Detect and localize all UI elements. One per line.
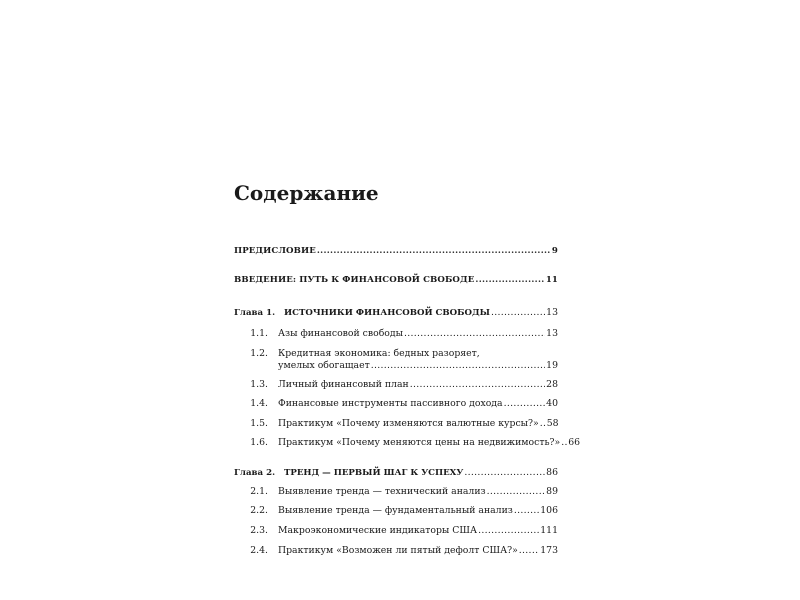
toc-item-2-3[interactable] [234, 525, 558, 537]
leader-dots [504, 398, 546, 410]
leader-dots [317, 245, 551, 257]
item-number: 1.3. [250, 379, 268, 390]
item-number: 2.1. [250, 486, 268, 497]
toc-page-number: 11 [545, 275, 558, 285]
item-label: Практикум «Почему изменяются валютные курсы?» [278, 418, 539, 429]
leader-dots [491, 307, 545, 319]
item-number: 1.1. [250, 328, 268, 339]
item-number: 1.4. [250, 398, 268, 409]
toc-page-number: 111 [540, 525, 558, 536]
toc-page-number: 13 [546, 328, 558, 339]
toc-page-number: 40 [546, 398, 558, 409]
item-number: 2.3. [250, 525, 268, 536]
toc-item-2-1[interactable] [234, 486, 558, 498]
toc-page-number: 19 [546, 360, 558, 371]
item-label: Личный финансовый план [278, 379, 409, 390]
item-label: Азы финансовой свободы [278, 328, 404, 339]
toc-page-number: 106 [540, 505, 558, 516]
toc-item-2-4[interactable] [234, 545, 558, 557]
toc-item-1-3[interactable] [234, 379, 558, 391]
item-label-line1: Кредитная экономика: бедных разоряет, [278, 348, 480, 359]
chapter-number: Глава 2. [234, 468, 276, 478]
leader-dots [561, 437, 567, 449]
item-number: 2.2. [250, 505, 268, 516]
leader-dots [475, 274, 544, 286]
leader-dots [410, 379, 545, 391]
item-number: 1.5. [250, 418, 268, 429]
toc-page-number: 173 [540, 545, 558, 556]
toc-item-1-4[interactable] [234, 398, 558, 410]
item-number: 1.6. [250, 437, 268, 448]
item-number: 1.2. [250, 348, 268, 359]
item-label: Практикум «Возможен ли пятый дефолт США?» [278, 545, 518, 556]
toc-page-number: 86 [546, 467, 558, 478]
toc-page-number: 89 [546, 486, 558, 497]
toc-item-2-2[interactable] [234, 505, 558, 517]
toc-page-number: 13 [546, 307, 558, 318]
item-label-line2-row [278, 360, 558, 372]
toc-item-1-6[interactable] [234, 437, 581, 449]
chapter-number: Глава 1. [234, 308, 276, 318]
leader-dots [371, 360, 545, 372]
toc-entry-label: ПРЕДИСЛОВИЕ [234, 246, 316, 256]
toc-page-number: 58 [546, 418, 559, 429]
toc-page-number: 28 [546, 379, 558, 390]
chapter-title: ТРЕНД — ПЕРВЫЙ ШАГ К УСПЕХУ [284, 468, 464, 478]
leader-dots [464, 467, 545, 479]
page-title: Содержание [234, 181, 379, 205]
item-number: 2.4. [250, 545, 268, 556]
item-label: Выявление тренда — технический анализ [278, 486, 486, 497]
item-label-line2: умелых обогащает [278, 360, 370, 371]
toc-item-1-1[interactable] [234, 328, 558, 340]
toc-page-number: 9 [551, 246, 558, 256]
leader-dots [404, 328, 545, 340]
leader-dots [487, 486, 546, 498]
leader-dots [540, 418, 546, 430]
toc-entry-intro[interactable] [234, 274, 558, 286]
toc-item-1-5[interactable] [234, 418, 558, 430]
toc-chapter-2[interactable] [234, 467, 558, 479]
item-label: Выявление тренда — фундаментальный анализ [278, 505, 513, 516]
toc-page-number: 66 [568, 437, 581, 448]
leader-dots [478, 525, 539, 537]
item-label: Макроэкономические индикаторы США [278, 525, 478, 536]
toc-entry-preface[interactable] [234, 245, 558, 257]
item-label: Финансовые инструменты пассивного дохода [278, 398, 503, 409]
toc-page [234, 0, 581, 600]
toc-entry-label: ВВЕДЕНИЕ: ПУТЬ К ФИНАНСОВОЙ СВОБОДЕ [234, 275, 475, 285]
leader-dots [514, 505, 539, 517]
leader-dots [519, 545, 539, 557]
item-label: Практикум «Почему меняются цены на недвижимость?» [278, 437, 561, 448]
chapter-title: ИСТОЧНИКИ ФИНАНСОВОЙ СВОБОДЫ [284, 308, 490, 318]
toc-chapter-1[interactable] [234, 307, 558, 319]
